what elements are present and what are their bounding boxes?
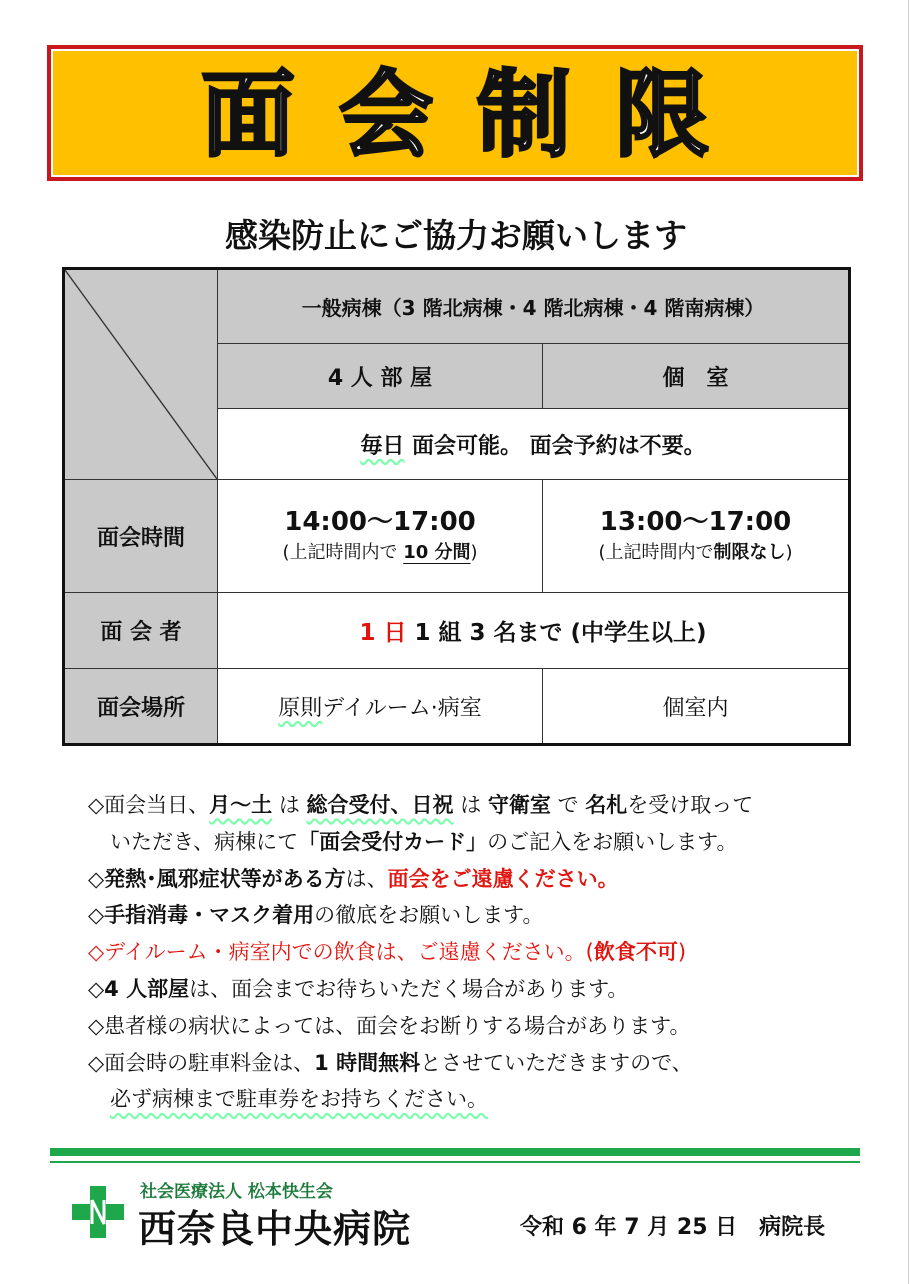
visiting-rules-table (62, 267, 851, 746)
four-bed-hours-note (218, 539, 542, 567)
private-hours-cell (543, 480, 850, 593)
notice-item: ◇手指消毒・マスク着用の徹底をお願いします。 (88, 903, 544, 928)
four-bed-hours: 14:00～17:00 (284, 507, 476, 537)
organization-name: 社会医療法人 松本快生会 (140, 1182, 333, 1202)
notice-item: ◇面会当日、月～土 は 総合受付、日祝 は 守衛室 で 名札を受け取って (88, 793, 754, 817)
dayroom-ward-text: デイルーム·病室 (322, 695, 482, 721)
four-bed-hours-cell (218, 480, 543, 593)
ward-header: 一般病棟（3 階北病棟・4 階北病棟・4 階南病棟） (218, 269, 850, 344)
four-bed-place-cell (218, 669, 543, 745)
private-place-cell: 個室内 (543, 669, 850, 745)
no-reservation-text: 面会可能。 面会予約は不要。 (404, 433, 706, 459)
footer-divider-thick (50, 1148, 860, 1156)
note-prefix: (上記時間内で (598, 542, 714, 563)
note-prefix: (上記時間内で (282, 542, 404, 563)
principle-text: 原則 (278, 695, 323, 721)
note-suffix: ) (785, 542, 793, 563)
private-hours: 13:00～17:00 (599, 507, 792, 537)
footer-divider-thin (50, 1161, 860, 1163)
subtitle: 感染防止にご協力お願いします (225, 216, 687, 255)
daily-text: 毎日 (360, 433, 405, 459)
notice-item: ◇デイルーム・病室内での飲食は、ご遠慮ください。(飲食不可) (88, 940, 687, 965)
column-private-room: 個 室 (543, 344, 850, 409)
row-label-visiting-hours: 面会時間 (64, 480, 218, 593)
notice-item: ◇患者様の病状によっては、面会をお断りする場合があります。 (88, 1013, 691, 1038)
note-suffix: ) (470, 542, 478, 563)
title-banner (47, 45, 863, 181)
visitor-limit-cell (218, 593, 850, 669)
private-hours-note (543, 539, 848, 567)
notice-item: ◇面会時の駐車料金は、1 時間無料とさせていただきますので、 (88, 1050, 693, 1075)
column-four-bed-room: 4 人 部 屋 (218, 344, 543, 409)
issue-date-signature: 令和 6 年 7 月 25 日 病院長 (520, 1215, 826, 1240)
notice-item: ◇発熱･風邪症状等がある方は、面会をご遠慮ください。 (88, 866, 619, 891)
corner-diagonal-cell (64, 269, 218, 480)
diagonal-line (65, 270, 217, 479)
hospital-cross-logo-icon (72, 1186, 124, 1238)
notice-item-continued: 必ず病棟まで駐車券をお持ちください。 (110, 1087, 488, 1112)
hospital-name: 西奈良中央病院 (138, 1207, 412, 1251)
no-limit: 制限なし (713, 542, 786, 563)
banner-title: 面会制限 (200, 61, 753, 170)
row-label-visitors: 面 会 者 (64, 593, 218, 669)
page-edge-line (908, 0, 909, 1284)
notice-item: ◇4 人部屋は、面会までお待ちいただく場合があります。 (88, 976, 629, 1001)
ten-minutes: 10 分間 (403, 542, 471, 563)
title-banner-inner (51, 49, 859, 177)
visitor-limit-text: 1 組 3 名まで (中学生以上) (406, 620, 707, 646)
notice-item-continued: いただき、病棟にて「面会受付カード」のご記入をお願いします。 (110, 829, 738, 854)
daily-visiting-cell (218, 409, 850, 480)
per-day-red: 1 日 (359, 620, 407, 646)
notice-list (88, 787, 848, 1118)
row-label-visiting-place: 面会場所 (64, 669, 218, 745)
